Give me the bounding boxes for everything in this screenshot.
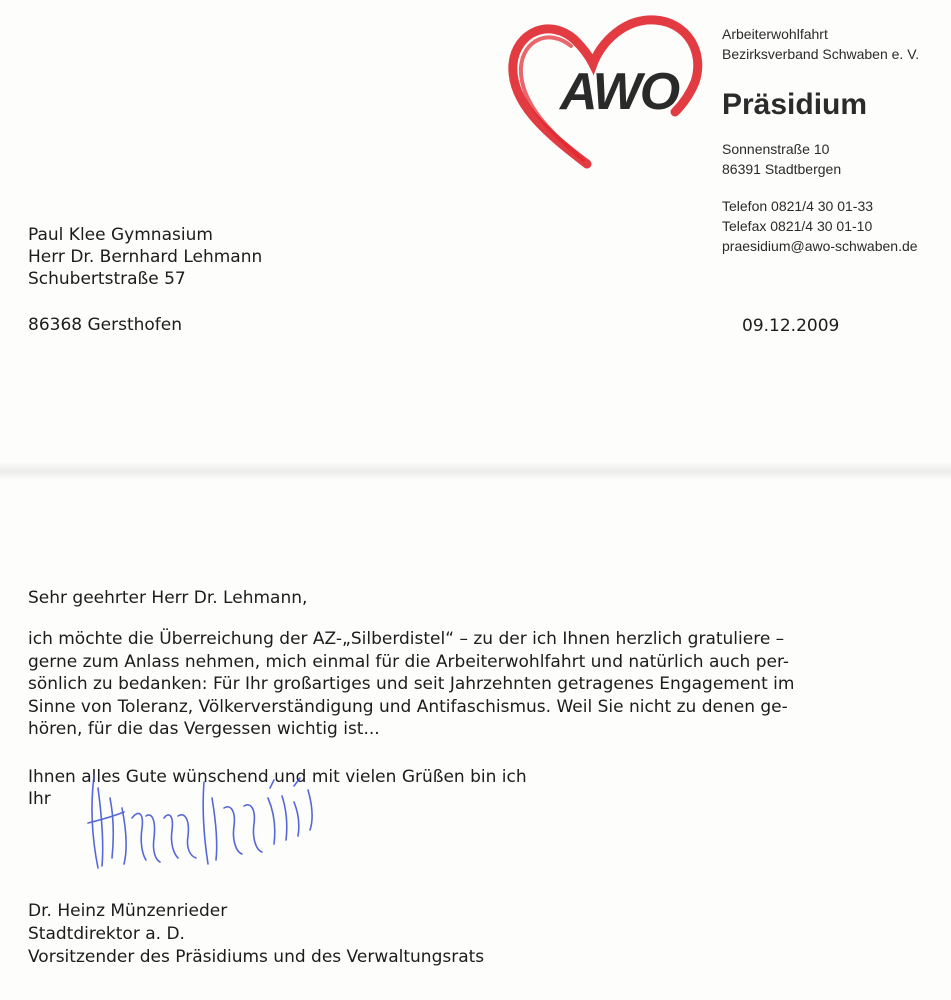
- body-line: Sinne von Toleranz, Völkerverständigung und Antifaschismus. Weil Sie nicht zu denen ge-: [28, 696, 788, 717]
- signer-role: Vorsitzender des Präsidiums und des Verwaltungsrats: [28, 947, 485, 967]
- recipient-address: [28, 224, 262, 290]
- recipient-city: 86368 Gersthofen: [28, 315, 183, 335]
- org-line-1: Arbeiterwohlfahrt: [722, 26, 828, 42]
- letter-date: 09.12.2009: [742, 316, 840, 336]
- sender-email: praesidium@awo-schwaben.de: [722, 238, 918, 254]
- recipient-line-2: Herr Dr. Bernhard Lehmann: [28, 247, 263, 267]
- recipient-line-3: Schubertstraße 57: [28, 269, 186, 289]
- body-line: hören, für die das Vergessen wichtig ist...: [28, 719, 380, 739]
- closing-line-1: Ihnen alles Gute wünschend und mit vielen Grüßen bin ich: [28, 767, 527, 787]
- salutation: Sehr geehrter Herr Dr. Lehmann,: [28, 588, 308, 608]
- awo-logo-text: AWO: [560, 63, 679, 121]
- body-line: ich möchte die Überreichung der AZ-„Silberdistel“ – zu der ich Ihnen herzlich gratuliere –: [28, 629, 785, 649]
- sender-phone: Telefon 0821/4 30 01-33: [722, 198, 874, 214]
- paper-fold: [0, 462, 951, 480]
- department-title: Präsidium: [722, 88, 868, 121]
- sender-fax: Telefax 0821/4 30 01-10: [722, 218, 873, 234]
- recipient-line-1: Paul Klee Gymnasium: [28, 225, 213, 245]
- body-line: gerne zum Anlass nehmen, mich einmal für die Arbeiterwohlfahrt und natürlich auch per-: [28, 651, 789, 672]
- sender-street: Sonnenstraße 10: [722, 141, 830, 157]
- sender-contact: [722, 196, 918, 256]
- signer-title: Stadtdirektor a. D.: [28, 924, 185, 944]
- org-line-2: Bezirksverband Schwaben e. V.: [722, 46, 920, 62]
- sender-city: 86391 Stadtbergen: [722, 161, 842, 177]
- letter-body: [28, 628, 908, 741]
- organization-name: [722, 24, 919, 64]
- body-line: sönlich zu bedanken: Für Ihr großartiges und seit Jahrzehnten getragenes Engagement im: [28, 674, 795, 694]
- handwritten-signature: [80, 768, 330, 878]
- signer-block: [28, 900, 484, 969]
- signer-name: Dr. Heinz Münzenrieder: [28, 901, 228, 921]
- sender-address: [722, 139, 841, 179]
- closing-line-2: Ihr: [28, 789, 51, 809]
